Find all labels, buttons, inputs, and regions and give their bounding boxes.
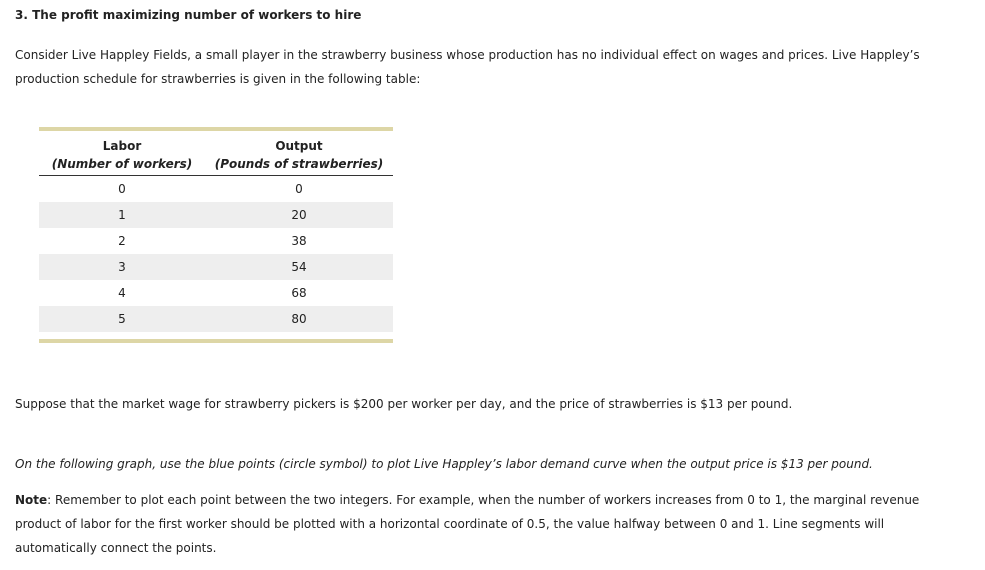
table-row [39,202,393,228]
table-bottom-rule [39,339,393,343]
labor-cell: 3 [39,254,205,280]
table-row [39,176,393,203]
table-row [39,280,393,306]
table-row [39,254,393,280]
graph-instruction: On the following graph, use the blue points (circle symbol) to plot Live Happley’s labor demand curve when the output price is $13 per pound. [15,457,873,471]
wage-price-paragraph: Suppose that the market wage for strawberry pickers is $200 per worker per day, and the price of strawberries is $13 per pound. [15,397,793,411]
labor-cell: 2 [118,234,126,248]
intro-paragraph: Consider Live Happley Fields, a small player in the strawberry business whose production has no individual effect on wages and prices. Live Happley’s production schedule for strawberries is given in the following table: [15,48,920,86]
labor-cell: 4 [118,286,126,300]
note-label: Note [15,493,48,507]
output-cell: 80 [205,306,393,332]
output-cell: 0 [295,182,303,196]
labor-cell: 0 [118,182,126,196]
labor-subheader: (Number of workers) [39,153,205,176]
labor-header: Labor [102,139,142,153]
labor-cell: 1 [39,202,205,228]
output-cell: 20 [205,202,393,228]
table-row [39,228,393,254]
output-header: Output [275,139,323,153]
note-text: : Remember to plot each point between the two integers. For example, when the number of workers increases from 0 to 1, the marginal revenue product of labor for the first worker should be plotted with a horizontal coordinate of 0.5, the value halfway between 0 and 1. Line segments will automatically connect the points. [15,493,920,555]
output-subheader: (Pounds of strawberries) [205,153,393,176]
note-paragraph [15,488,965,560]
output-cell: 68 [291,286,307,300]
output-cell: 38 [291,234,307,248]
table-row [39,306,393,332]
output-cell: 54 [205,254,393,280]
production-schedule-table [39,127,393,343]
labor-cell: 5 [39,306,205,332]
question-heading: 3. The profit maximizing number of workers to hire [15,8,362,22]
